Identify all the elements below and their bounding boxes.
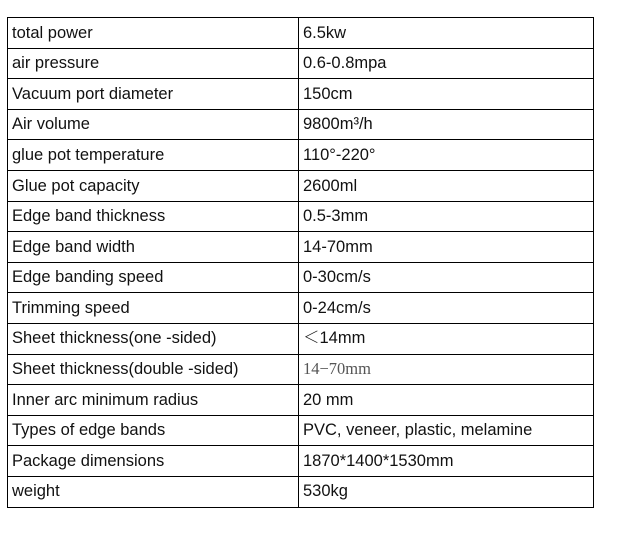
table-row: [8, 446, 594, 477]
table-row: [8, 354, 594, 385]
spec-value: 14-70mm: [299, 232, 594, 263]
table-row: [8, 79, 594, 110]
spec-value: 150cm: [299, 79, 594, 110]
spec-label: Sheet thickness(one -sided): [8, 323, 299, 354]
spec-label: weight: [8, 476, 299, 507]
spec-value: 9800m³/h: [299, 109, 594, 140]
spec-value: 1870*1400*1530mm: [299, 446, 594, 477]
spec-value: PVC, veneer, plastic, melamine: [299, 415, 594, 446]
spec-value: 0.5-3mm: [299, 201, 594, 232]
table-row: [8, 109, 594, 140]
spec-label: Sheet thickness(double -sided): [8, 354, 299, 385]
table-row: [8, 140, 594, 171]
spec-value: 110°-220°: [299, 140, 594, 171]
spec-value: 0-24cm/s: [299, 293, 594, 324]
table-row: [8, 385, 594, 416]
spec-value: ＜14mm: [299, 323, 594, 354]
spec-value: 20 mm: [299, 385, 594, 416]
spec-label: air pressure: [8, 48, 299, 79]
table-row: [8, 476, 594, 507]
spec-label: glue pot temperature: [8, 140, 299, 171]
spec-label: Vacuum port diameter: [8, 79, 299, 110]
spec-label: total power: [8, 18, 299, 49]
spec-label: Edge band thickness: [8, 201, 299, 232]
table-row: [8, 18, 594, 49]
spec-table: [7, 17, 594, 508]
spec-label: Edge banding speed: [8, 262, 299, 293]
spec-label: Glue pot capacity: [8, 170, 299, 201]
spec-value: 0.6-0.8mpa: [299, 48, 594, 79]
table-row: [8, 293, 594, 324]
spec-label: Air volume: [8, 109, 299, 140]
spec-label: Edge band width: [8, 232, 299, 263]
spec-value: 6.5kw: [299, 18, 594, 49]
spec-label: Trimming speed: [8, 293, 299, 324]
spec-label: Package dimensions: [8, 446, 299, 477]
spec-value: 14−70mm: [299, 354, 594, 385]
table-row: [8, 262, 594, 293]
table-row: [8, 201, 594, 232]
spec-label: Inner arc minimum radius: [8, 385, 299, 416]
spec-table-body: [8, 18, 594, 508]
table-row: [8, 232, 594, 263]
spec-value: 530kg: [299, 476, 594, 507]
spec-value: 2600ml: [299, 170, 594, 201]
table-row: [8, 323, 594, 354]
table-row: [8, 415, 594, 446]
table-row: [8, 170, 594, 201]
spec-label: Types of edge bands: [8, 415, 299, 446]
spec-value: 0-30cm/s: [299, 262, 594, 293]
table-row: [8, 48, 594, 79]
